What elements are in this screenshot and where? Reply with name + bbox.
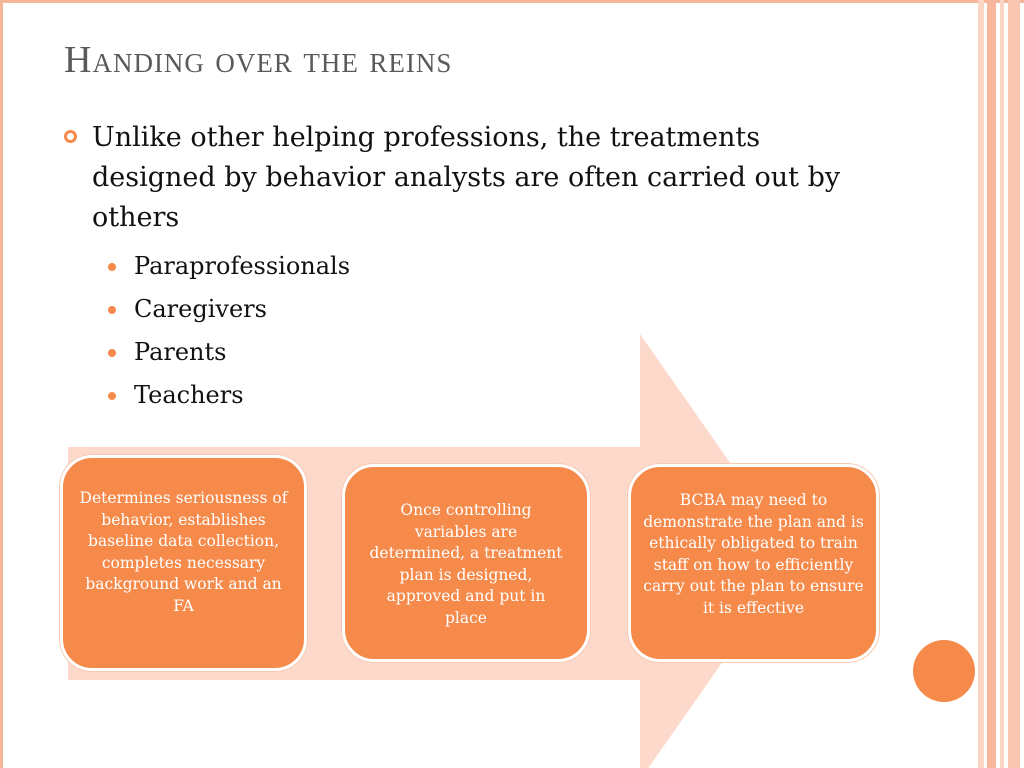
- process-step-text: Once controlling variables are determined, a treatment plan is designed, approved and put in place: [369, 501, 563, 627]
- sub-bullet-label: Parents: [134, 338, 227, 366]
- process-step-1: [60, 455, 307, 671]
- main-bullet-text: Unlike other helping professions, the treatments designed by behavior analysts are often carried out by others: [92, 122, 841, 233]
- sub-bullet-label: Caregivers: [134, 295, 267, 323]
- process-step-2: [342, 464, 590, 662]
- process-step-3: [628, 464, 879, 662]
- slide-title: Handing over the reins: [64, 39, 453, 81]
- process-step-text: BCBA may need to demonstrate the plan and is ethically obligated to train staff on how to efficiently carry out the plan to ensure it is effective: [643, 491, 864, 617]
- decorative-circle: [913, 640, 975, 702]
- process-step-text: Determines seriousness of behavior, establishes baseline data collection, completes necessary background work and an FA: [79, 489, 288, 615]
- sub-bullet-label: Teachers: [134, 381, 244, 409]
- sub-bullet-label: Paraprofessionals: [134, 252, 351, 280]
